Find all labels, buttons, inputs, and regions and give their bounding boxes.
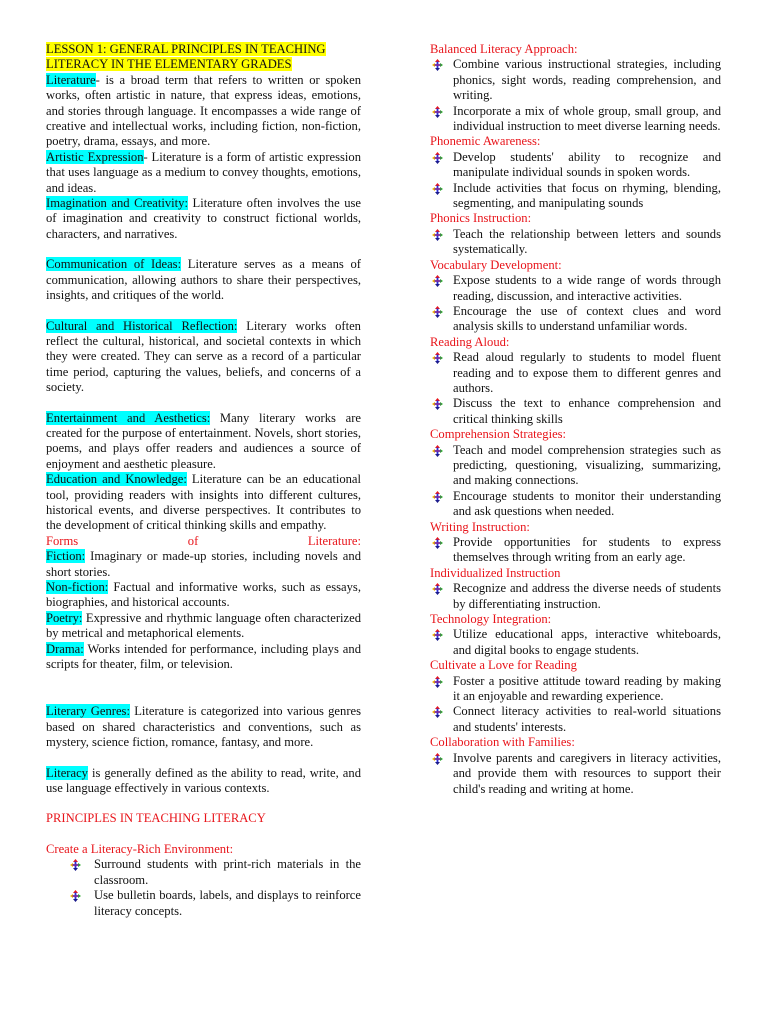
literacy-definition: Literacy is generally defined as the ability to read, write, and use language effectively in various contexts. [46,765,361,796]
term-highlight: Literary Genres: [46,704,130,719]
four-arrow-bullet-icon [70,859,81,871]
four-arrow-bullet-icon [432,59,443,71]
right-column [430,42,721,797]
lesson-title: LESSON 1: GENERAL PRINCIPLES IN TEACHING LITERACY IN THE ELEMENTARY GRADES [46,42,326,72]
bullet-item: Incorporate a mix of whole group, small group, and individual instruction to meet diverse learning needs. [430,104,721,135]
bullet-list [430,627,721,658]
four-arrow-bullet-icon [432,106,443,118]
bullet-item: Surround students with print-rich materials in the classroom. [46,857,361,888]
bullet-list [430,350,721,427]
four-arrow-bullet-icon [432,491,443,503]
term-highlight: Literacy [46,765,88,780]
section-heading: Reading Aloud: [430,334,510,349]
bullet-item: Read aloud regularly to students to model fluent reading and to expose them to different genres and authors. [430,350,721,396]
four-arrow-bullet-icon [432,629,443,641]
bullet-item: Combine various instructional strategies, including phonics, sight words, reading comprehension, and writing. [430,57,721,103]
term-highlight: Drama: [46,641,84,656]
bullet-list [430,443,721,520]
definition-cultural: Cultural and Historical Reflection: Literary works often reflect the cultural, historical, and societal contexts in which they were created. They can serve as a record of a particular time period, capturing the values, beliefs, and concerns of a society. [46,318,361,395]
four-arrow-bullet-icon [432,753,443,765]
definition-education: Education and Knowledge: Literature can be an educational tool, providing readers with insights into different cultures, historical events, and diverse perspectives. It contributes to the development of critical thinking skills and empathy. [46,472,361,533]
term-highlight: Imagination and Creativity: [46,196,188,211]
bullet-item: Encourage the use of context clues and word analysis skills to understand unfamiliar words. [430,304,721,335]
forms-heading: Forms of Literature: [46,533,361,548]
form-fiction: Fiction: Imaginary or made-up stories, including novels and short stories. [46,549,361,579]
bullet-item: Encourage students to monitor their understanding and ask questions when needed. [430,489,721,520]
left-column [46,42,361,919]
bullet-list [430,273,721,335]
term-highlight: Artistic Expression [46,149,144,164]
bullet-list [430,674,721,736]
section-heading: Phonemic Awareness: [430,134,541,149]
four-arrow-bullet-icon [70,890,81,902]
bullet-list [430,150,721,212]
form-non-fiction: Non-fiction: Factual and informative works, such as essays, biographies, and historical accounts. [46,580,361,610]
bullet-list [430,227,721,258]
bullet-item: Use bulletin boards, labels, and displays to reinforce literacy concepts. [46,888,361,919]
term-highlight: Poetry: [46,610,83,625]
bullet-item: Teach and model comprehension strategies such as predicting, questioning, visualizing, summarizing, and making connections. [430,443,721,489]
bullet-item: Recognize and address the diverse needs of students by differentiating instruction. [430,581,721,612]
section-heading: Vocabulary Development: [430,257,562,272]
four-arrow-bullet-icon [432,306,443,318]
bullet-list [46,857,361,919]
bullet-list [430,535,721,566]
form-drama: Drama: Works intended for performance, including plays and scripts for theater, film, or television. [46,641,361,672]
term-highlight: Fiction: [46,549,86,564]
section-heading: Cultivate a Love for Reading [430,658,577,673]
bullet-list [430,57,721,134]
bullet-item: Foster a positive attitude toward reading by making it an enjoyable and rewarding experience. [430,674,721,705]
bullet-item: Utilize educational apps, interactive whiteboards, and digital books to engage students. [430,627,721,658]
bullet-item: Develop students' ability to recognize and manipulate individual sounds in spoken words. [430,150,721,181]
bullet-item: Involve parents and caregivers in literacy activities, and provide them with resources to support their child's reading and writing at home. [430,751,721,797]
definition-literature: Literature- is a broad term that refers to written or spoken works, often artistic in nature, that express ideas, emotions, and stories through language. It encompasses a wide range of creative and intellectual works, including fiction, non-fiction, poetry, drama, essays, and more. [46,72,361,149]
section-heading: Balanced Literacy Approach: [430,42,578,56]
form-poetry: Poetry: Expressive and rhythmic language often characterized by metrical and metaphorical elements. [46,610,361,641]
bullet-item: Expose students to a wide range of words through reading, discussion, and interactive activities. [430,273,721,304]
four-arrow-bullet-icon [432,583,443,595]
section-heading: Technology Integration: [430,612,552,627]
four-arrow-bullet-icon [432,537,443,549]
definition-entertainment: Entertainment and Aesthetics: Many literary works are created for the purpose of entertainment. Novels, short stories, poems, and plays offer readers and audiences a source of enjoyment and aesthetic pleasure. [46,410,361,471]
definition-artistic-expression: Artistic Expression- Literature is a form of artistic expression that uses language as a medium to convey thoughts, emotions, and ideas. [46,149,361,195]
bullet-item: Teach the relationship between letters and sounds systematically. [430,227,721,258]
term-highlight: Cultural and Historical Reflection: [46,318,238,333]
four-arrow-bullet-icon [432,183,443,195]
definition-communication: Communication of Ideas: Literature serves as a means of communication, allowing authors to share their perspectives, insights, and critiques of the world. [46,257,361,303]
term-highlight: Education and Knowledge: [46,472,187,487]
bullet-item: Include activities that focus on rhyming, blending, segmenting, and manipulating sounds [430,181,721,212]
term-highlight: Communication of Ideas: [46,257,182,272]
section-heading: Writing Instruction: [430,519,530,534]
four-arrow-bullet-icon [432,152,443,164]
four-arrow-bullet-icon [432,275,443,287]
term-highlight: Literature [46,72,96,87]
bullet-item: Provide opportunities for students to express themselves through writing from an early age. [430,535,721,566]
term-highlight: Non-fiction: [46,580,109,594]
term-highlight: Entertainment and Aesthetics: [46,410,211,425]
four-arrow-bullet-icon [432,445,443,457]
definition-imagination: Imagination and Creativity: Literature often involves the use of imagination and creativity to construct fictional worlds, characters, and narratives. [46,196,361,241]
principles-heading: PRINCIPLES IN TEACHING LITERACY [46,811,266,826]
four-arrow-bullet-icon [432,676,443,688]
four-arrow-bullet-icon [432,229,443,241]
section-heading: Phonics Instruction: [430,211,532,226]
literary-genres: Literary Genres: Literature is categorized into various genres based on shared characteristics and conventions, such as mystery, science fiction, romance, fantasy, and more. [46,704,362,750]
section-heading: Comprehension Strategies: [430,427,567,442]
bullet-list [430,581,721,612]
four-arrow-bullet-icon [432,398,443,410]
section-heading: Collaboration with Families: [430,735,575,750]
bullet-item: Discuss the text to enhance comprehension and critical thinking skills [430,396,721,427]
four-arrow-bullet-icon [432,706,443,718]
section-heading: Create a Literacy-Rich Environment: [46,841,234,856]
four-arrow-bullet-icon [432,352,443,364]
bullet-item: Connect literacy activities to real-world situations and students' interests. [430,704,721,735]
bullet-list [430,751,721,797]
section-heading: Individualized Instruction [430,565,561,580]
